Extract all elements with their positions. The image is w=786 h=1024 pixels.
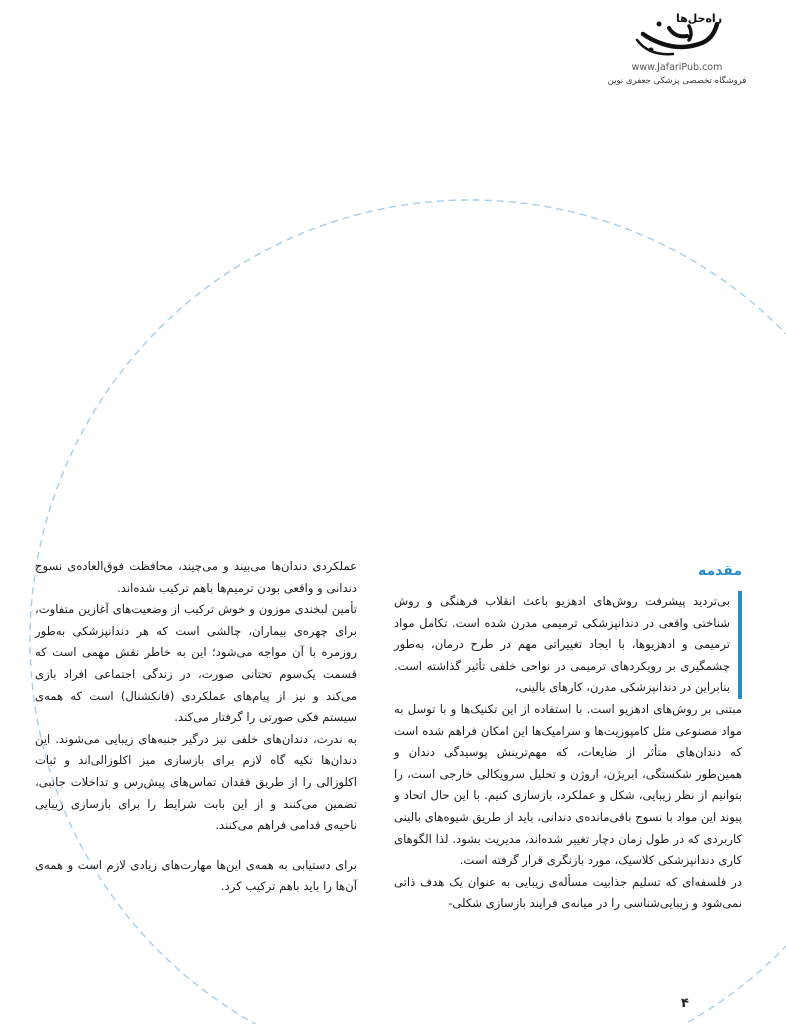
right-column	[394, 560, 742, 915]
left-column	[35, 556, 357, 898]
logo-calligraphy-icon	[629, 10, 725, 60]
logo-title: راه‌حل‌ها	[675, 12, 723, 25]
intro-paragraph: بی‌تردید پیشرفت روش‌های ادهزیو باعث انقلاب فرهنگی و روش شناختی واقعی در دندانپزشکی ترمیمی مدرن شده است. تکامل مواد ترمیمی و ادهزیوها، با ایجاد تغییراتی مهم در طرح درمان، به‌طور چشمگیری بر رویکردهای ترمیمی در نواحی خلفی تأثیر گذاشته است. بنابراین در دندانپزشکی مدرن، کارهای بالینی،	[394, 591, 742, 699]
body-paragraph: تأمین لبخندی موزون و خوش ترکیب از وضعیت‌های آغازین متفاوت، برای چهره‌ی بیماران، چالشی است که هر دندانپزشکی به‌طور روزمره با آن مواجه می‌شود؛ این به خاطر نقش مهمی است که قسمت یک‌سوم تحتانی صورت، در زندگی اجتماعی افراد بازی می‌کند و نیز از پیام‌های عملکردی (فانکشنال) است که همه‌ی سیستم فکی صورتی را گرفتار می‌کند.	[35, 602, 357, 725]
body-paragraph: مبتنی بر روش‌های ادهزیو است. با استفاده از این تکنیک‌ها و با توسل به مواد مصنوعی مثل کامپوزیت‌ها و سرامیک‌ها این امکان فراهم شده است که دندان‌های متأثر از ضایعات، که مهم‌ترینش پوسیدگی دندان و همین‌طور شکستگی، ابریژن، اروژن و تحلیل سرویکالی خارجی است، را بتوانیم از نظر زیبایی، شکل و عملکرد، بازسازی کنیم. با این حال اتحاد و پیوند این مواد با نسوج باقی‌مانده‌ی دندانی، باید از طریق شیوه‌های بالینی کاربردی که در طول زمان دچار تغییر شده‌اند، مدیریت بشود. لذا الگوهای کاری دندانپزشکی کلاسیک، مورد بازنگری قرار گرفته است.	[394, 701, 742, 868]
body-paragraph: عملکردی دندان‌ها می‌بیند و می‌چیند، محافظت فوق‌العاده‌ی نسوج دندانی و واقعی بودن ترمیم‌ها باهم ترکیب شده‌اند.	[35, 559, 357, 595]
logo-shop-name: فروشگاه تخصصی پزشکی جعفری نوین	[607, 76, 747, 86]
logo-url: www.JafariPub.com	[631, 62, 723, 73]
paragraph-spacer	[35, 837, 357, 855]
publisher-logo	[602, 10, 752, 100]
section-heading: مقدمه	[698, 563, 742, 579]
body-paragraph: برای دستیابی به همه‌ی این‌ها مهارت‌های زیادی لازم است و همه‌ی آن‌ها را باید باهم ترکیب کرد.	[35, 857, 357, 894]
body-paragraph: به ندرت، دندان‌های خلفی نیز درگیر جنبه‌های زیبایی می‌شوند. این دندان‌ها تکیه گاه لازم برای بازسازی میز اکلوزالی‌اند و ثبات اکلوزالی را از طریق فقدان تماس‌های پیش‌رس و تداخلات جانبی، تضمین می‌کنند و از این بابت شرایط را برای بازسازی زیبایی ناحیه‌ی قدامی فراهم می‌کنند.	[35, 731, 357, 833]
page-number: ۴	[681, 996, 689, 1011]
body-paragraph: در فلسفه‌ای که تسلیم جذابیت مسأله‌ی زیبایی به عنوان یک هدف ذاتی نمی‌شود و زیبایی‌شناسی را در میانه‌ی فرایند بازسازی شکلی-	[394, 874, 742, 911]
